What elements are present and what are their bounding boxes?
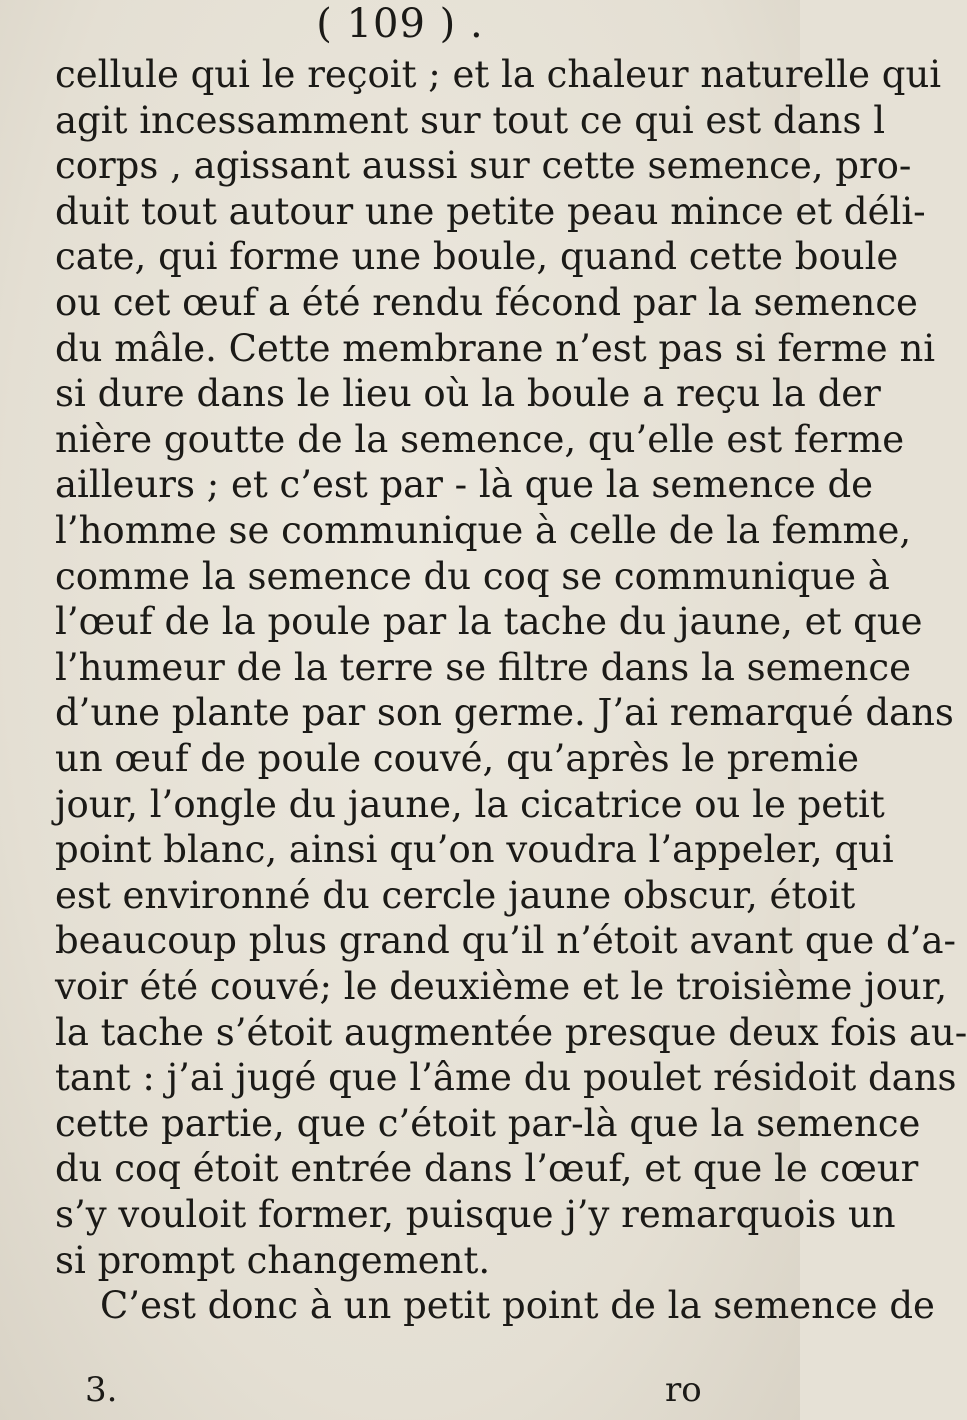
text-line: l’homme se communique à celle de la femme,	[55, 509, 912, 552]
text-line: ailleurs ; et c’est par - là que la semence de	[55, 463, 874, 507]
text-line: C’est donc à un petit point de la semence de	[100, 1284, 935, 1328]
text-line: point blanc, ainsi qu’on voudra l’appeler, qui	[55, 828, 894, 872]
text-line: agit incessamment sur tout ce qui est dans l	[55, 98, 886, 142]
text-line: corps , agissant aussi sur cette semence, pro-	[55, 144, 912, 188]
text-line: du mâle. Cette membrane n’est pas si ferme ni	[55, 326, 936, 370]
text-line: est environné du cercle jaune obscur, étoit	[55, 873, 856, 917]
text-line: voir été couvé; le deuxième et le troisième jour,	[55, 965, 948, 1008]
text-line: s’y vouloit former, puisque j’y remarquois un	[55, 1193, 896, 1236]
text-line: tant : j’ai jugé que l’âme du poulet résidoit dans	[55, 1056, 957, 1100]
text-line: cate, qui forme une boule, quand cette boule	[55, 235, 899, 279]
text-line: l’humeur de la terre se filtre dans la semence	[55, 645, 911, 689]
text-line: jour, l’ongle du jaune, la cicatrice ou le petit	[55, 782, 885, 826]
text-line: du coq étoit entrée dans l’œuf, et que le cœur	[55, 1147, 919, 1191]
page-number: ( 109 ) .	[316, 1, 484, 47]
signature-mark: 3.	[85, 1370, 118, 1410]
paragraph-end-line: si prompt changement.	[55, 1238, 491, 1282]
text-line: duit tout autour une petite peau mince et déli-	[55, 189, 926, 233]
text-line: cette partie, que c’étoit par-là que la semence	[55, 1101, 921, 1145]
text-line: comme la semence du coq se communique à	[55, 554, 890, 598]
text-line: si dure dans le lieu où la boule a reçu la der	[55, 372, 881, 416]
text-line: nière goutte de la semence, qu’elle est ferme	[55, 417, 905, 461]
text-line: beaucoup plus grand qu’il n’étoit avant que d’a-	[55, 919, 957, 963]
text-line: un œuf de poule couvé, qu’après le premie	[55, 737, 859, 780]
text-line: d’une plante par son germe. J’ai remarqué dans	[55, 691, 954, 735]
text-line: l’œuf de la poule par la tache du jaune, et que	[55, 600, 923, 644]
text-line: la tache s’étoit augmentée presque deux fois au-	[55, 1010, 967, 1054]
catchword: ro	[665, 1370, 702, 1410]
text-line: cellule qui le reçoit ; et la chaleur naturelle qui	[55, 53, 942, 96]
text-line: ou cet œuf a été rendu fécond par la semence	[55, 281, 918, 324]
